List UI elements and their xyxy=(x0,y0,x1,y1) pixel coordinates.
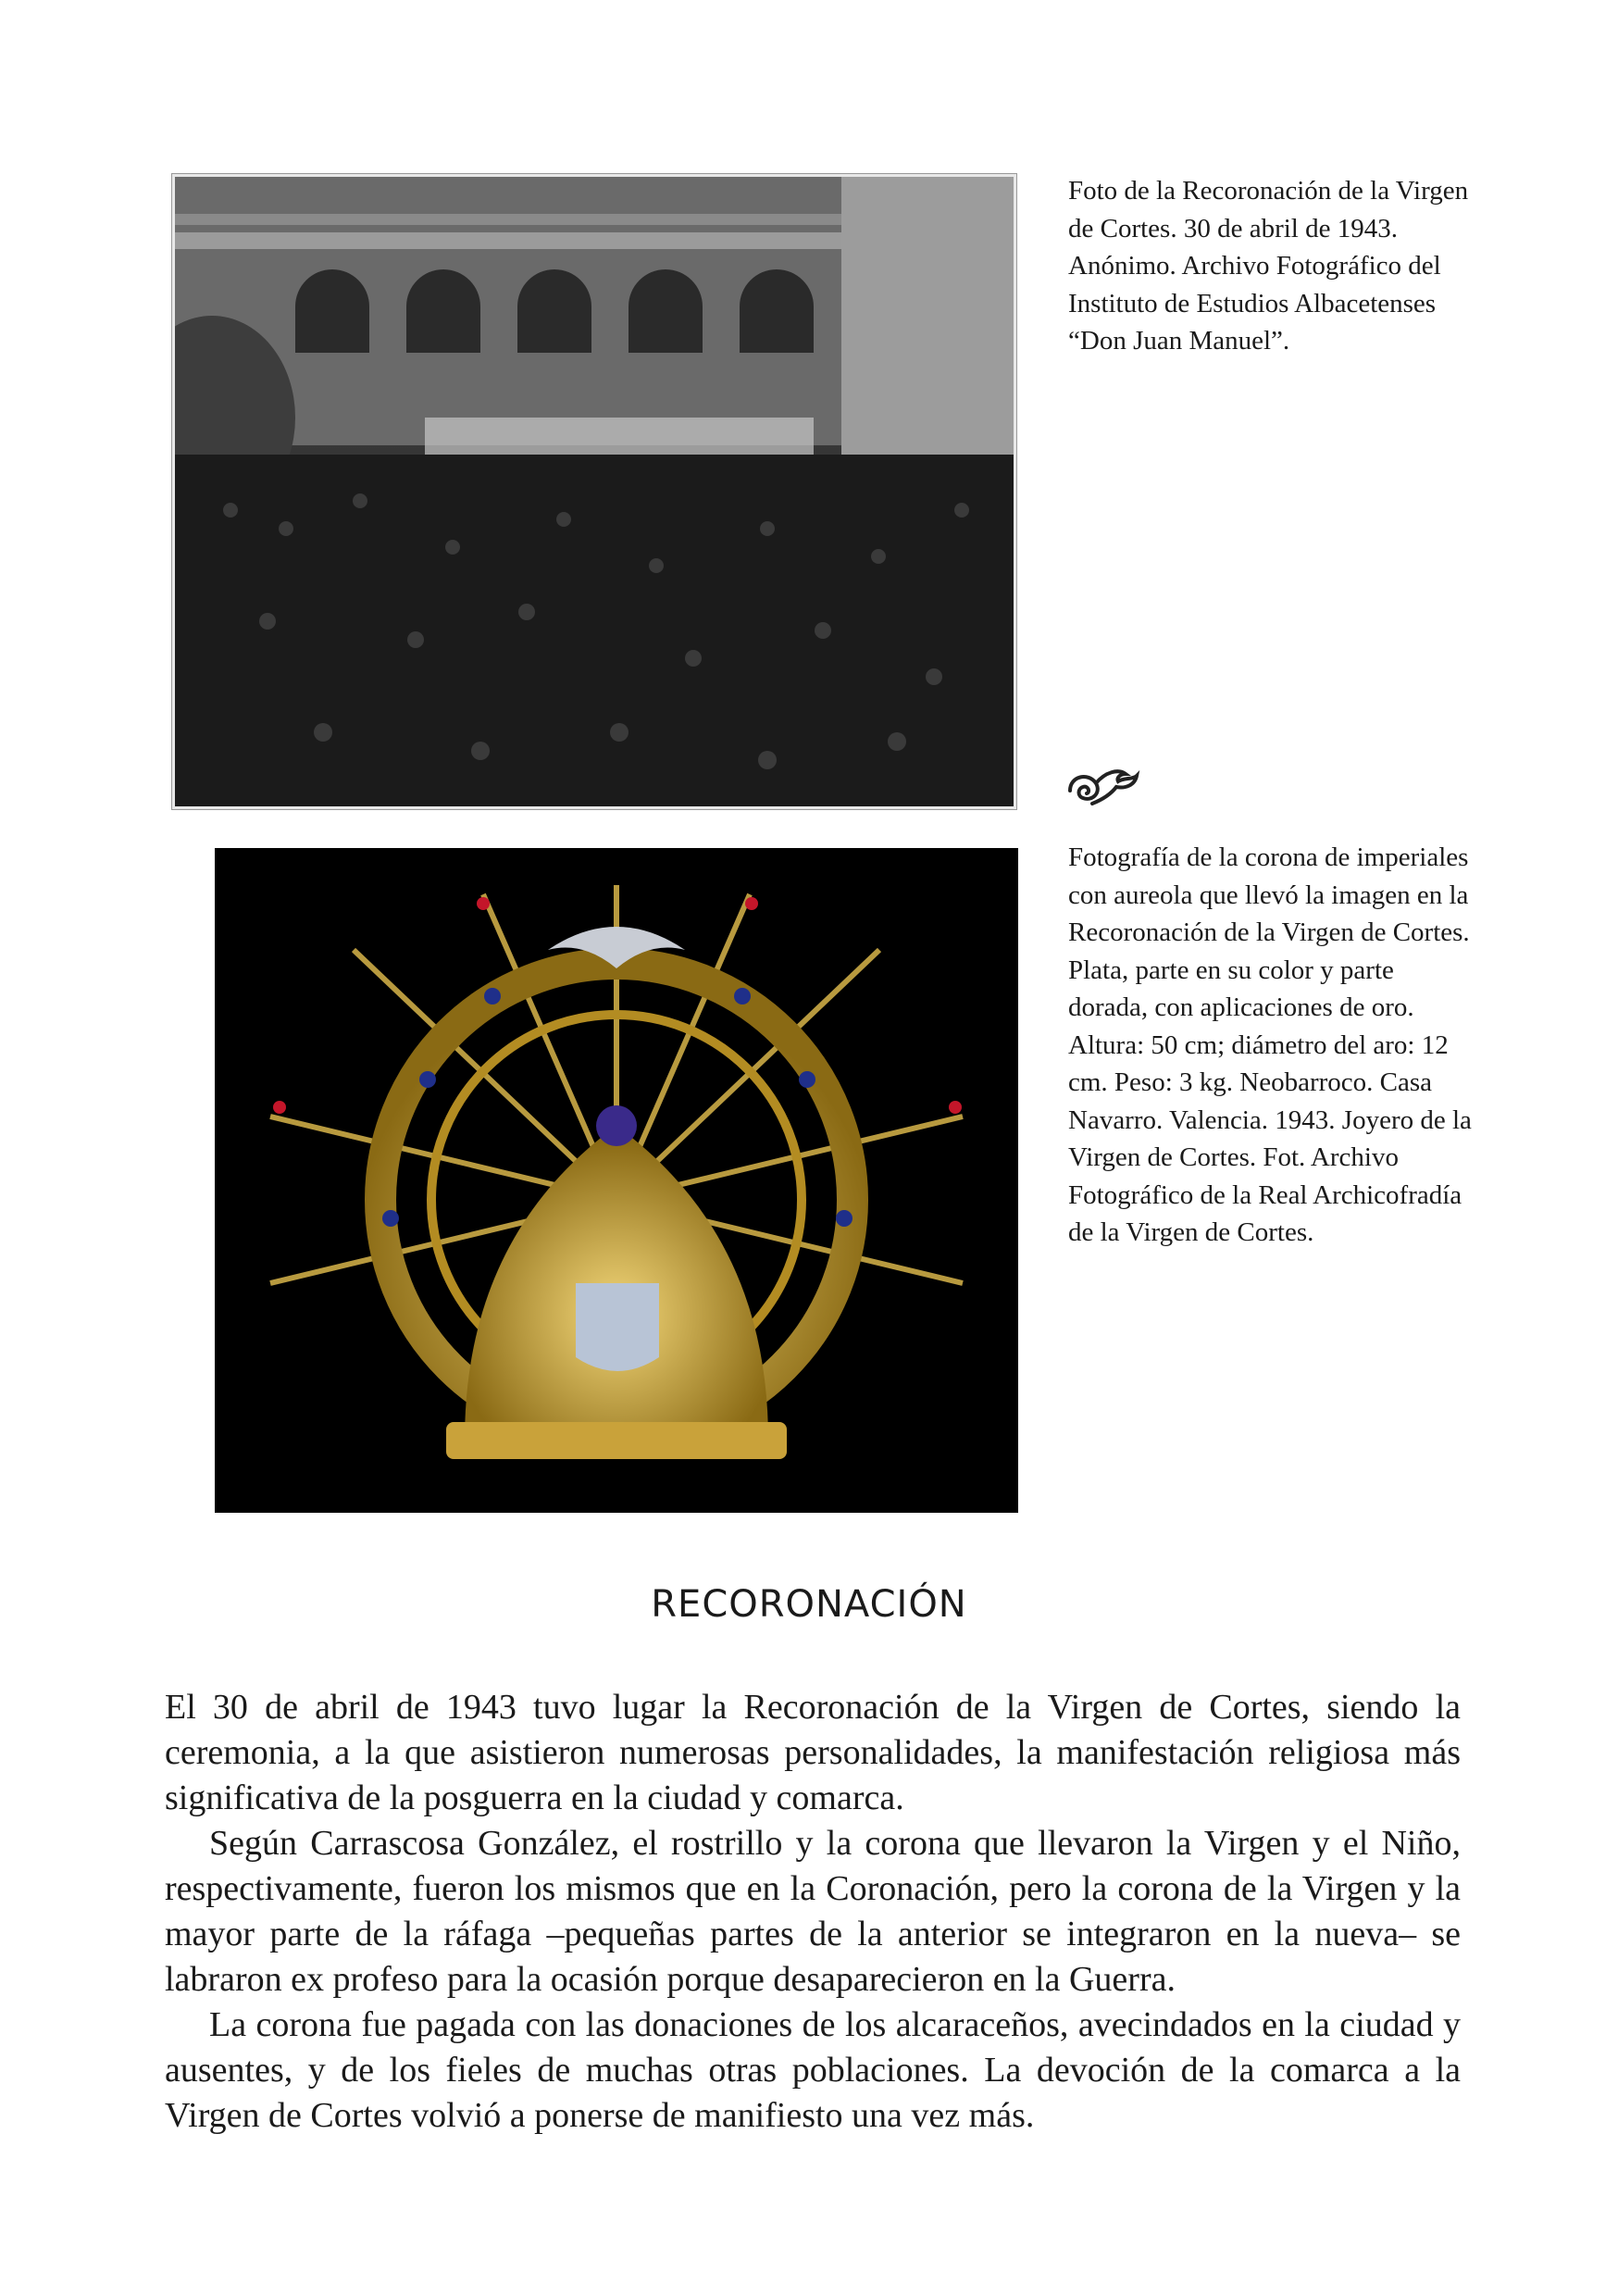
crowd-building-image xyxy=(175,177,1014,806)
body-text xyxy=(165,1685,1461,2139)
crown-image xyxy=(215,848,1018,1513)
fleuron-icon xyxy=(1064,763,1142,811)
section-heading: RECORONACIÓN xyxy=(651,1583,967,1626)
photo2-caption: Fotografía de la corona de imperiales con aureola que llevó la imagen en la Recoronación de la Virgen de Cortes. Plata, parte en su color y parte dorada, con aplicaciones de oro. Altura: 50 cm; diámetro del aro: 12 cm. Peso: 3 kg. Neobarroco. Casa Navarro. Valencia. 1943. Joyero de la Virgen de Cortes. Fot. Archivo Fotográfico de la Real Archicofradía de la Virgen de Cortes. xyxy=(1068,842,1472,1247)
crown-photo xyxy=(215,848,1018,1513)
recoronation-photo xyxy=(172,174,1016,809)
paragraph: Según Carrascosa González, el rostrillo y la corona que llevaron la Virgen y el Niño, respectivamente, fueron los mismos que en la Coronación, pero la corona de la Virgen y la mayor parte de la ráfaga –pequeñas partes de la anterior se integraron en la nueva– se labraron ex profeso para la ocasión porque desaparecieron en la Guerra. xyxy=(165,1824,1461,1999)
photo1-caption: Foto de la Recoronación de la Virgen de Cortes. 30 de abril de 1943. Anónimo. Archivo Fotográfico del Instituto de Estudios Albacetenses “Don Juan Manuel”. xyxy=(1068,176,1469,356)
paragraph: El 30 de abril de 1943 tuvo lugar la Recoronación de la Virgen de Cortes, siendo la ceremonia, a la que asistieron numerosas personalidades, la manifestación religiosa más significativa de la posguerra en la ciudad y comarca. xyxy=(165,1688,1461,1817)
paragraph: La corona fue pagada con las donaciones de los alcaraceños, avecindados en la ciudad y ausentes, y de los fieles de muchas otras poblaciones. La devoción de la comarca a la Virgen de Cortes volvió a ponerse de manifiesto una vez más. xyxy=(165,2005,1461,2135)
